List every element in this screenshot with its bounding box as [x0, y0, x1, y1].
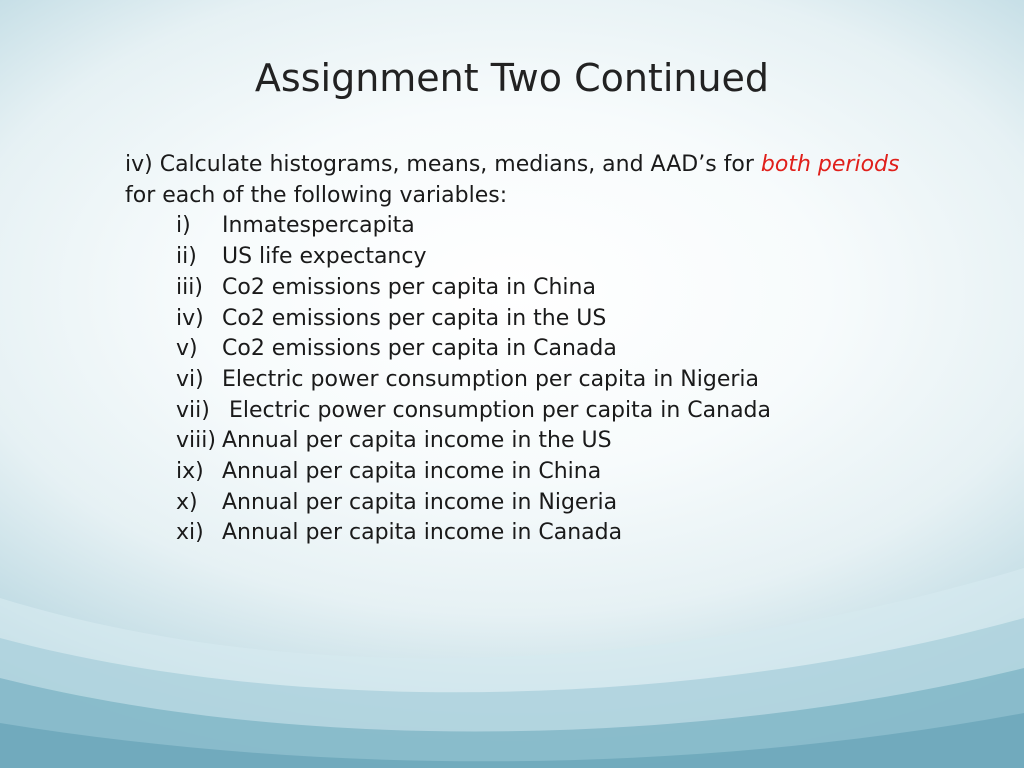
- list-item: [176, 518, 1005, 549]
- list-item: [176, 488, 1005, 519]
- item-text: Electric power consumption per capita in Canada: [222, 397, 771, 423]
- item-text: Co2 emissions per capita in the US: [222, 305, 607, 331]
- background-wave-decoration: [0, 528, 1024, 768]
- item-number: v): [176, 336, 198, 362]
- item-text: Annual per capita income in China: [222, 459, 602, 485]
- intro-line-1: [125, 150, 1005, 181]
- item-number: ii): [176, 244, 197, 270]
- list-item: [176, 334, 1005, 365]
- list-item: [176, 304, 1005, 335]
- item-number: vii): [176, 397, 210, 423]
- item-number: i): [176, 213, 191, 239]
- list-item: [176, 365, 1005, 396]
- item-number: x): [176, 489, 198, 515]
- item-text: Annual per capita income in Nigeria: [222, 489, 618, 515]
- list-item: [176, 396, 1005, 427]
- item-text: Co2 emissions per capita in China: [222, 274, 596, 300]
- slide-title: Assignment Two Continued: [254, 56, 770, 100]
- intro-line-2: for each of the following variables:: [125, 182, 508, 208]
- item-number: xi): [176, 520, 204, 546]
- item-text: Electric power consumption per capita in Nigeria: [222, 366, 759, 392]
- item-number: iv): [176, 305, 204, 331]
- item-text: Annual per capita income in Canada: [222, 520, 623, 546]
- list-item: [176, 457, 1005, 488]
- item-text: Annual per capita income in the US: [222, 428, 612, 454]
- item-text: Co2 emissions per capita in Canada: [222, 336, 617, 362]
- item-number: viii): [176, 428, 216, 454]
- list-item: [176, 242, 1005, 273]
- list-item: [176, 273, 1005, 304]
- item-text: US life expectancy: [222, 244, 427, 270]
- item-number: ix): [176, 459, 204, 485]
- list-item: [176, 211, 1005, 242]
- item-number: iii): [176, 274, 203, 300]
- emphasis-text: both periods: [760, 152, 900, 177]
- intro-text: iv) Calculate histograms, means, medians, and AAD’s for: [125, 152, 754, 177]
- list-item: [176, 426, 1005, 457]
- item-text: Inmatespercapita: [222, 213, 415, 239]
- variable-list: [125, 211, 1005, 549]
- slide-body: [125, 150, 1005, 549]
- item-number: vi): [176, 366, 204, 392]
